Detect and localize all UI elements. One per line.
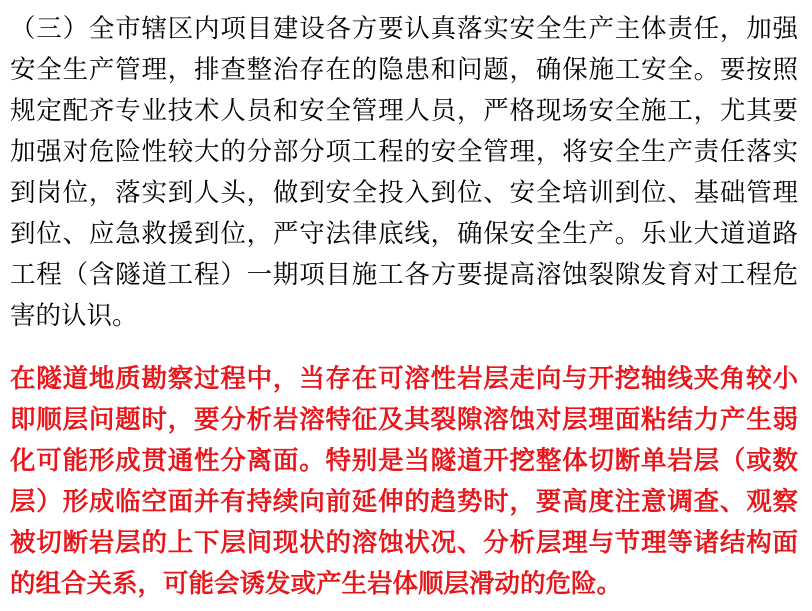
paragraph-clause-3: （三）全市辖区内项目建设各方要认真落实安全生产主体责任，加强安全生产管理，排查整治存在的隐患和问题，确保施工安全。要按照规定配齐专业技术人员和安全管理人员，严格现场安全施工，尤其要加强对危险性较大的分部分项工程的安全管理，将安全生产责任落实到岗位，落实到人头，做到安全投入到位、安全培训到位、基础管理到位、应急救援到位，严守法律底线，确保安全生产。乐业大道道路工程（含隧道工程）一期项目施工各方要提高溶蚀裂隙发育对工程危害的认识。: [10, 14, 798, 330]
paragraph-geology-warning: 在隧道地质勘察过程中，当存在可溶性岩层走向与开挖轴线夹角较小即顺层问题时，要分析岩溶特征及其裂隙溶蚀对层理面粘结力产生弱化可能形成贯通性分离面。特别是当隧道开挖整体切断单岩层（或数层）形成临空面并有持续向前延伸的趋势时，要高度注意调查、观察被切断岩层的上下层间现状的溶蚀状况、分析层理与节理等诸结构面的组合关系，可能会诱发或产生岩体顺层滑动的危险。: [10, 364, 798, 598]
